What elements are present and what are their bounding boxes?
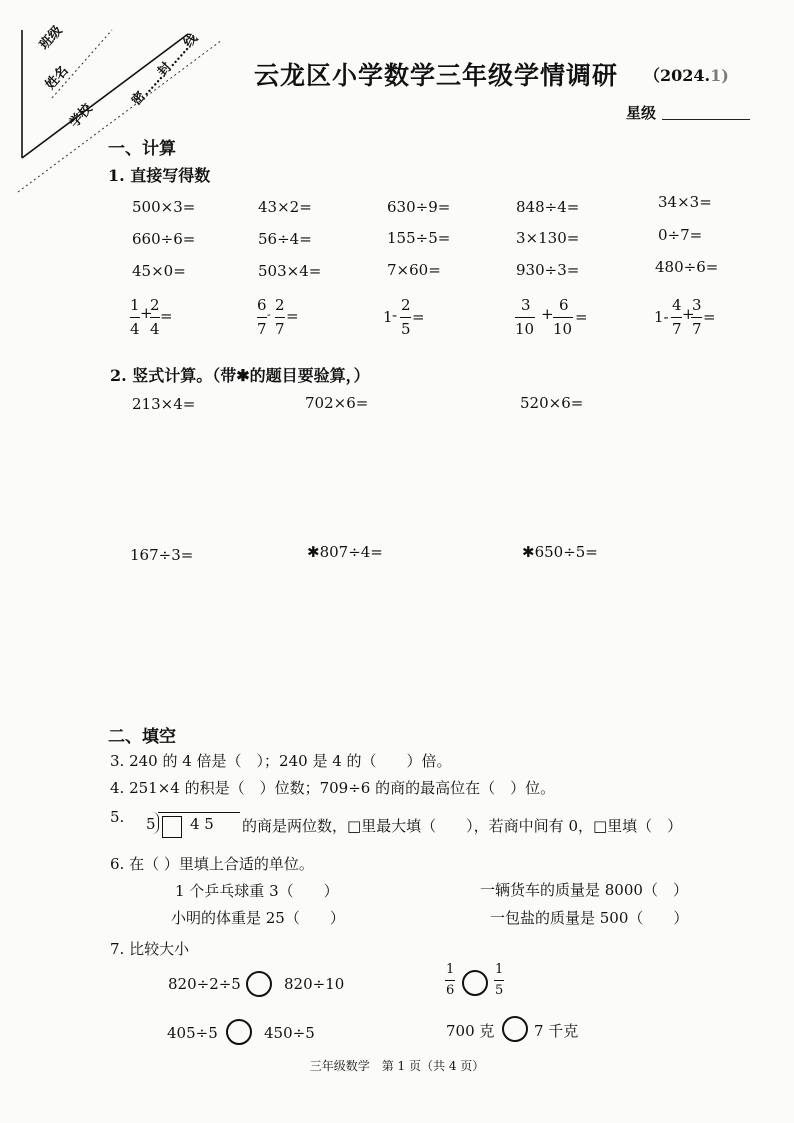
fraction-item: 3 + 6 10 10 = xyxy=(515,296,588,338)
oral-item: 500×3= xyxy=(132,198,196,216)
year-tag: （2024.1) xyxy=(644,66,729,85)
vertical-item: ✱650÷5= xyxy=(522,543,598,561)
q6-text: 6. 在（ ）里填上合适的单位。 xyxy=(110,855,314,873)
oral-item: 0÷7= xyxy=(658,226,703,244)
compare-circle xyxy=(226,1019,252,1045)
compare-circle xyxy=(246,971,272,997)
oral-item: 848÷4= xyxy=(516,198,580,216)
q7-text: 7. 比较大小 xyxy=(110,940,190,958)
compare-circle xyxy=(502,1016,528,1042)
unit-item: 一辆货车的质量是 8000（ ） xyxy=(480,881,688,899)
compare-circle xyxy=(462,970,488,996)
q3-text: 3. 240 的 4 倍是（ ）；240 是 4 的（ ）倍。 xyxy=(110,752,452,770)
compare-fraction-left: 1 6 xyxy=(446,962,455,998)
long-division-box: 5 4 5 xyxy=(146,812,242,840)
vertical-item: 213×4= xyxy=(132,395,196,413)
compare-left: 405÷5 xyxy=(167,1024,218,1042)
oral-item: 480÷6= xyxy=(655,258,719,276)
unit-item: 1 个乒乓球重 3（ ） xyxy=(175,882,339,900)
oral-item: 34×3= xyxy=(658,193,712,211)
oral-item: 630÷9= xyxy=(387,198,451,216)
oral-item: 7×60= xyxy=(387,261,441,279)
section-heading-calc: 一、计算 xyxy=(108,139,176,159)
school-label: 学校 xyxy=(66,101,96,131)
vertical-item: ✱807÷4= xyxy=(307,543,383,561)
page-footer: 三年级数学 第 1 页（共 4 页） xyxy=(309,1059,485,1073)
compare-right: 820÷10 xyxy=(284,975,345,993)
q5-number: 5. xyxy=(110,808,125,826)
compare-right: 450÷5 xyxy=(264,1024,315,1042)
oral-item: 56÷4= xyxy=(258,230,312,248)
unit-item: 一包盐的质量是 500（ ） xyxy=(490,909,689,927)
blank-square xyxy=(162,816,182,838)
unit-item: 小明的体重是 25（ ） xyxy=(171,909,345,927)
oral-item: 3×130= xyxy=(516,229,580,247)
class-label: 班级 xyxy=(36,23,66,53)
oral-item: 45×0= xyxy=(132,262,186,280)
section-heading-fill: 二、填空 xyxy=(108,727,176,747)
vertical-item: 167÷3= xyxy=(130,546,194,564)
oral-item: 930÷3= xyxy=(516,261,580,279)
seal-line-label: 密……封……线 xyxy=(128,31,202,109)
name-label: 姓名 xyxy=(42,63,72,93)
fraction-item: 6 2 - 7 7 = xyxy=(257,296,299,338)
star-blank xyxy=(662,119,750,120)
fraction-item: 1- 4 + 3 7 7 = xyxy=(654,296,716,338)
fraction-item: 1 - 2 5 = xyxy=(383,296,425,338)
vertical-item: 702×6= xyxy=(305,394,369,412)
oral-item: 660÷6= xyxy=(132,230,196,248)
vertical-item: 520×6= xyxy=(520,394,584,412)
q4-text: 4. 251×4 的积是（ ）位数；709÷6 的商的最高位在（ ）位。 xyxy=(110,779,556,797)
star-label: 星级 xyxy=(626,104,657,122)
compare-right: 7 千克 xyxy=(534,1022,579,1040)
oral-item: 503×4= xyxy=(258,262,322,280)
oral-item: 43×2= xyxy=(258,198,312,216)
fraction-item: 1 + 2 4 4 = xyxy=(130,296,173,338)
q5-text: 的商是两位数，□里最大填（ ），若商中间有 0，□里填（ ） xyxy=(242,817,683,835)
compare-fraction-right: 1 5 xyxy=(495,962,504,998)
oral-item: 155÷5= xyxy=(387,229,451,247)
q2-heading: 2. 竖式计算。（带✱的题目要验算，） xyxy=(110,366,370,385)
page-title: 云龙区小学数学三年级学情调研 xyxy=(254,61,619,90)
q1-heading: 1. 直接写得数 xyxy=(108,166,211,185)
compare-left: 700 克 xyxy=(446,1022,495,1040)
compare-left: 820÷2÷5 xyxy=(168,975,241,993)
